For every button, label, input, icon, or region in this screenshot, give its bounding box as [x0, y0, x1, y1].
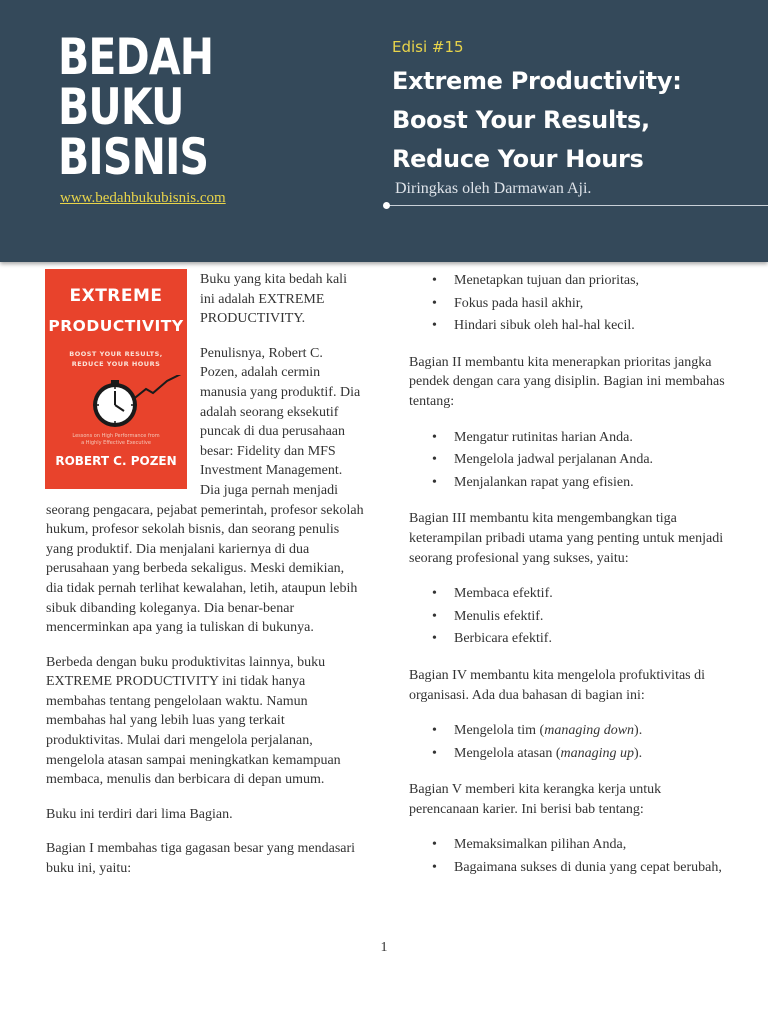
part4-list [409, 720, 729, 765]
list-item: • Mengelola tim (managing down). [454, 720, 729, 743]
header-banner [0, 0, 768, 262]
list-item: • Berbicara efektif. [454, 628, 729, 651]
list-item: • Menetapkan tujuan dan prioritas, [454, 270, 729, 293]
difference-paragraph: Berbeda dengan buku produktivitas lainnya, buku EXTREME PRODUCTIVITY ini tidak hanya membahas tentang pengelolaan waktu. Namun membahas hal yang lebih luas yang terkait produktivitas. Mulai dari mengelola perjalanan, mengelola atasan sampai meningkatkan kemampuan membaca, menulis dan berbicara di depan umum. [46, 654, 341, 788]
page-title [392, 62, 752, 179]
list-item: • Membaca efektif. [454, 583, 729, 606]
part2-paragraph: Bagian II membantu kita menerapkan prioritas jangka pendek dengan cara yang disiplin. Bagian ini membahas tentang: [409, 354, 725, 409]
list-item: • Menulis efektif. [454, 606, 729, 629]
title-line-2: Boost Your Results, [392, 106, 650, 134]
parts-paragraph: Buku ini terdiri dari lima Bagian. [46, 806, 233, 822]
title-line-3: Reduce Your Hours [392, 145, 644, 173]
cover-author: ROBERT C. POZEN [55, 454, 177, 468]
title-line-1: Extreme Productivity: [392, 67, 682, 95]
brand-line-2: BUKU [58, 78, 184, 136]
brand-line-1: BEDAH [58, 28, 214, 86]
list-item: • Memaksimalkan pilihan Anda, [454, 834, 729, 857]
part5-paragraph: Bagian V memberi kita kerangka kerja untuk perencanaan karier. Ini berisi bab tentang: [409, 782, 662, 817]
edition-label: Edisi #15 [392, 38, 464, 56]
divider-dot [383, 202, 390, 209]
part1-paragraph: Bagian I membahas tiga gagasan besar yang mendasari buku ini, yaitu: [46, 841, 356, 877]
author-paragraph: Penulisnya, Robert C. Pozen, adalah cermin manusia yang produktif. Dia adalah seorang eksekutif puncak di dua perusahaan besar: Fidelity dan MFS Investment Management. Dia juga pernah menjadi seorang pengacara, pejabat pemerintah, profesor sekolah hukum, profesor sekolah bisnis, dan seorang penulis yang produktif. Dia menjalani kariernya di dua perusahaan yang berbeda sekaligus. Meski demikian, dia tidak pernah terlihat kewalahan, letih, ataupun lebih sibuk dibanding koleganya. Dia benar-benar mencerminkan apa yang ia tuliskan di bukunya. [46, 345, 364, 636]
right-column [409, 270, 729, 895]
list-item: • Mengelola atasan (managing up). [454, 743, 729, 766]
list-item: • Bagaimana sukses di dunia yang cepat berubah, [454, 857, 729, 880]
cover-subtitle-line-2: REDUCE YOUR HOURS [71, 360, 161, 368]
list-item: • Menjalankan rapat yang efisien. [454, 472, 729, 495]
brand-line-3: BISNIS [58, 128, 209, 186]
header-divider [386, 205, 768, 206]
page-number: 1 [380, 940, 388, 955]
part2-list [409, 427, 729, 495]
cover-title-line-1: EXTREME [69, 286, 163, 306]
cover-tagline-line-1: Lessons on High Performance from [72, 433, 160, 439]
cover-tagline-line-2: a Highly Effective Executive [81, 440, 151, 446]
list-item: • Mengelola jadwal perjalanan Anda. [454, 449, 729, 472]
part3-list [409, 583, 729, 651]
part3-paragraph: Bagian III membantu kita mengembangkan tiga keterampilan pribadi utama yang penting untuk menjadi seorang profesional yang sukses, yaitu: [409, 511, 724, 566]
website-link[interactable]: www.bedahbukubisnis.com [60, 190, 226, 206]
cover-subtitle-line-1: BOOST YOUR RESULTS, [69, 350, 163, 358]
summary-author: Diringkas oleh Darmawan Aji. [395, 180, 592, 197]
part4-paragraph: Bagian IV membantu kita mengelola profuktivitas di organisasi. Ada dua bahasan di bagian ini: [409, 667, 706, 703]
list-item: • Mengatur rutinitas harian Anda. [454, 427, 729, 450]
brand-logo [58, 28, 214, 186]
left-column [46, 270, 364, 894]
intro-paragraph: Buku yang kita bedah kali ini adalah EXTREME PRODUCTIVITY. [200, 272, 347, 327]
cover-title-line-2: PRODUCTIVITY [48, 317, 184, 335]
list-item: • Fokus pada hasil akhir, [454, 293, 729, 316]
part5-list [409, 834, 729, 879]
part1-list [409, 270, 729, 338]
list-item: • Hindari sibuk oleh hal-hal kecil. [454, 315, 729, 338]
